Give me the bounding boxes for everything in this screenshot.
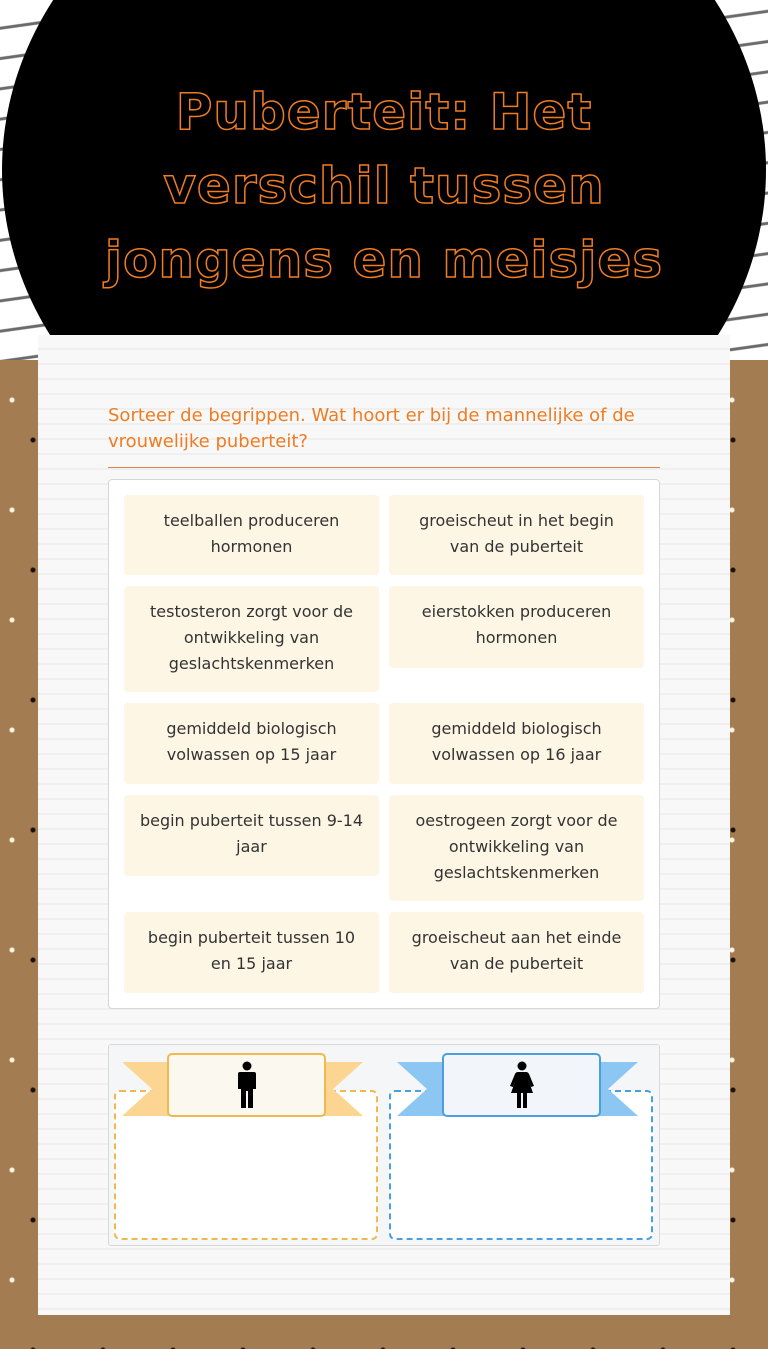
female-category-label (442, 1053, 601, 1117)
sort-card[interactable]: begin puberteit tussen 10 en 15 jaar (124, 912, 379, 993)
page-title: Puberteit: Het verschil tussen jongens en meisjes (104, 83, 664, 289)
sort-card[interactable]: begin puberteit tussen 9-14 jaar (124, 795, 379, 876)
divider (108, 467, 660, 468)
sort-card[interactable]: groeischeut in het begin van de puberteit (389, 495, 644, 575)
sort-card[interactable]: testosteron zorgt voor de ontwikkeling van geslachtskenmerken (124, 586, 379, 692)
sort-card[interactable]: groeischeut aan het einde van de puberteit (389, 912, 644, 993)
sort-card[interactable]: teelballen produceren hormonen (124, 495, 379, 575)
sort-card[interactable]: gemiddeld biologisch volwassen op 16 jaar (389, 703, 644, 784)
male-person-icon (236, 1061, 258, 1109)
female-person-icon (509, 1061, 535, 1109)
male-category-label (167, 1053, 326, 1117)
sort-card[interactable]: eierstokken produceren hormonen (389, 586, 644, 668)
sort-card[interactable]: oestrogeen zorgt voor de ontwikkeling van geslachtskenmerken (389, 795, 644, 901)
question-instruction: Sorteer de begrippen. Wat hoort er bij de mannelijke of de vrouwelijke puberteit? (108, 405, 635, 452)
sort-card[interactable]: gemiddeld biologisch volwassen op 15 jaar (124, 703, 379, 784)
